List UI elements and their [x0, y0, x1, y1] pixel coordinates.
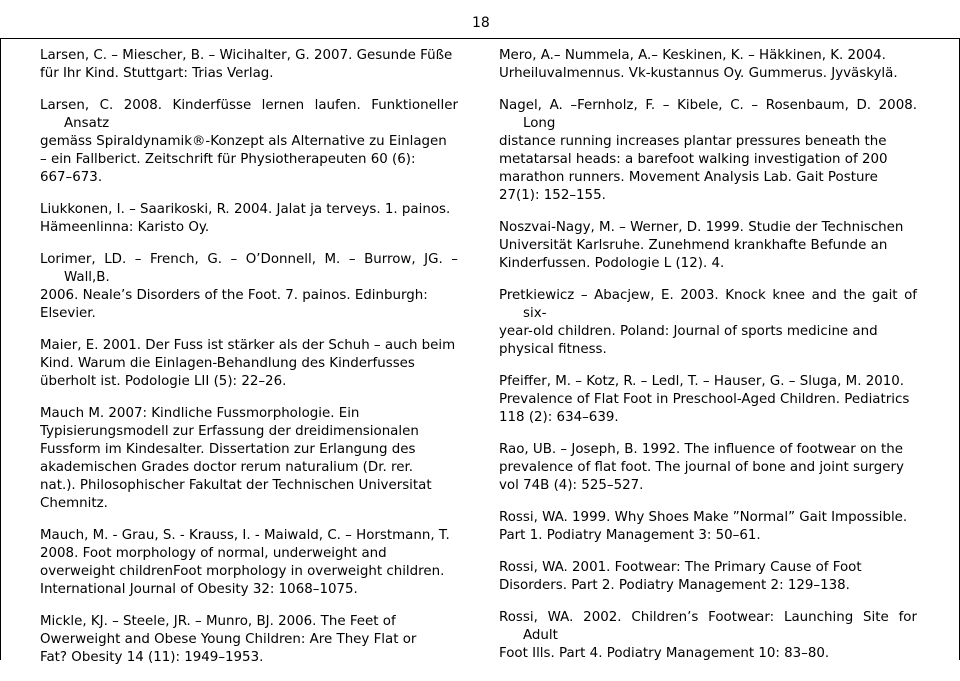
- reference-entry: [499, 559, 917, 595]
- reference-line: Liukkonen, I. – Saarikoski, R. 2004. Jalat ja terveys. 1. painos.: [40, 202, 451, 217]
- reference-entry: [40, 527, 458, 599]
- reference-line: Larsen, C. – Miescher, B. – Wicihalter, G. 2007. Gesunde Füße: [40, 48, 453, 63]
- reference-line: Hämeenlinna: Karisto Oy.: [40, 220, 210, 235]
- reference-line: Larsen, C. 2008. Kinderfüsse lernen laufen. Funktioneller Ansatz: [40, 98, 458, 131]
- reference-entry: [40, 47, 458, 83]
- reference-line: Mickle, KJ. – Steele, JR. – Munro, BJ. 2006. The Feet of: [40, 614, 396, 629]
- reference-line: Mero, A.– Nummela, A.– Keskinen, K. – Häkkinen, K. 2004.: [499, 48, 886, 63]
- page-border-top: [0, 38, 960, 39]
- page-number: 18: [472, 15, 490, 31]
- reference-line: prevalence of flat foot. The journal of bone and joint surgery: [499, 460, 904, 475]
- reference-line: marathon runners. Movement Analysis Lab. Gait Posture: [499, 170, 878, 185]
- reference-entry: [40, 337, 458, 391]
- reference-line: Part 1. Podiatry Management 3: 50–61.: [499, 528, 761, 543]
- reference-line: Owerweight and Obese Young Children: Are They Flat or: [40, 632, 417, 647]
- reference-line: für Ihr Kind. Stuttgart: Trias Verlag.: [40, 66, 274, 81]
- reference-line: 27(1): 152–155.: [499, 188, 606, 203]
- reference-entry: [499, 441, 917, 495]
- reference-line: akademischen Grades doctor rerum naturalium (Dr. rer.: [40, 460, 413, 475]
- reference-line: Fussform im Kindesalter. Dissertation zur Erlangung des: [40, 442, 416, 457]
- reference-line: Fat? Obesity 14 (11): 1949–1953.: [40, 650, 264, 665]
- left-reference-column: [40, 47, 458, 681]
- reference-entry: [499, 97, 917, 205]
- reference-entry: [499, 287, 917, 359]
- reference-entry: [40, 405, 458, 513]
- reference-line: Universität Karlsruhe. Zunehmend krankhafte Befunde an: [499, 238, 888, 253]
- reference-line: 118 (2): 634–639.: [499, 410, 619, 425]
- reference-line: metatarsal heads: a barefoot walking investigation of 200: [499, 152, 888, 167]
- reference-line: Nagel, A. –Fernholz, F. – Kibele, C. – Rosenbaum, D. 2008. Long: [499, 98, 917, 131]
- reference-entry: [499, 219, 917, 273]
- reference-line: Prevalence of Flat Foot in Preschool-Aged Children. Pediatrics: [499, 392, 910, 407]
- reference-line: International Journal of Obesity 32: 1068–1075.: [40, 582, 358, 597]
- reference-line: Rossi, WA. 1999. Why Shoes Make ”Normal” Gait Impossible.: [499, 510, 908, 525]
- reference-line: Noszvai-Nagy, M. – Werner, D. 1999. Studie der Technischen: [499, 220, 904, 235]
- reference-entry: [499, 509, 917, 545]
- reference-line: überholt ist. Podologie LII (5): 22–26.: [40, 374, 287, 389]
- reference-entry: [499, 47, 917, 83]
- reference-line: Foot Ills. Part 4. Podiatry Management 10: 83–80.: [499, 646, 830, 661]
- reference-line: Pretkiewicz – Abacjew, E. 2003. Knock knee and the gait of six-: [499, 288, 917, 321]
- right-reference-column: [499, 47, 917, 677]
- reference-entry: [499, 609, 917, 663]
- reference-line: Pfeiffer, M. – Kotz, R. – Ledl, T. – Hauser, G. – Sluga, M. 2010.: [499, 374, 905, 389]
- page-border-left: [0, 38, 1, 660]
- reference-line: year-old children. Poland: Journal of sports medicine and: [499, 324, 878, 339]
- reference-line: – ein Fallberict. Zeitschrift für Physiotherapeuten 60 (6):: [40, 152, 416, 167]
- reference-line: Disorders. Part 2. Podiatry Management 2: 129–138.: [499, 578, 850, 593]
- reference-line: Urheiluvalmennus. Vk-kustannus Oy. Gummerus. Jyväskylä.: [499, 66, 898, 81]
- reference-line: Elsevier.: [40, 306, 96, 321]
- reference-entry: [40, 251, 458, 323]
- reference-line: nat.). Philosophischer Fakultat der Technischen Universitat: [40, 478, 432, 493]
- reference-entry: [40, 201, 458, 237]
- reference-line: Mauch M. 2007: Kindliche Fussmorphologie. Ein: [40, 406, 360, 421]
- reference-entry: [40, 613, 458, 667]
- reference-line: physical fitness.: [499, 342, 607, 357]
- reference-line: 2008. Foot morphology of normal, underweight and: [40, 546, 387, 561]
- reference-line: Maier, E. 2001. Der Fuss ist stärker als der Schuh – auch beim: [40, 338, 456, 353]
- reference-line: 2006. Neale’s Disorders of the Foot. 7. painos. Edinburgh:: [40, 288, 428, 303]
- reference-entry: [499, 373, 917, 427]
- reference-entry: [40, 97, 458, 187]
- reference-line: overweight childrenFoot morphology in overweight children.: [40, 564, 445, 579]
- reference-line: Lorimer, LD. – French, G. – O’Donnell, M. – Burrow, JG. – Wall,B.: [40, 252, 458, 285]
- reference-line: Typisierungsmodell zur Erfassung der dreidimensionalen: [40, 424, 419, 439]
- reference-line: distance running increases plantar pressures beneath the: [499, 134, 887, 149]
- reference-line: Rossi, WA. 2002. Children’s Footwear: Launching Site for Adult: [499, 610, 917, 643]
- reference-line: Rossi, WA. 2001. Footwear: The Primary Cause of Foot: [499, 560, 862, 575]
- reference-line: Rao, UB. – Joseph, B. 1992. The influence of footwear on the: [499, 442, 903, 457]
- reference-line: Mauch, M. - Grau, S. - Krauss, I. - Maiwald, C. – Horstmann, T.: [40, 528, 450, 543]
- reference-line: Chemnitz.: [40, 496, 108, 511]
- reference-line: 667–673.: [40, 170, 103, 185]
- reference-line: Kind. Warum die Einlagen-Behandlung des Kinderfusses: [40, 356, 415, 371]
- reference-line: gemäss Spiraldynamik®-Konzept als Alternative zu Einlagen: [40, 134, 447, 149]
- reference-line: Kinderfussen. Podologie L (12). 4.: [499, 256, 725, 271]
- reference-line: vol 74B (4): 525–527.: [499, 478, 644, 493]
